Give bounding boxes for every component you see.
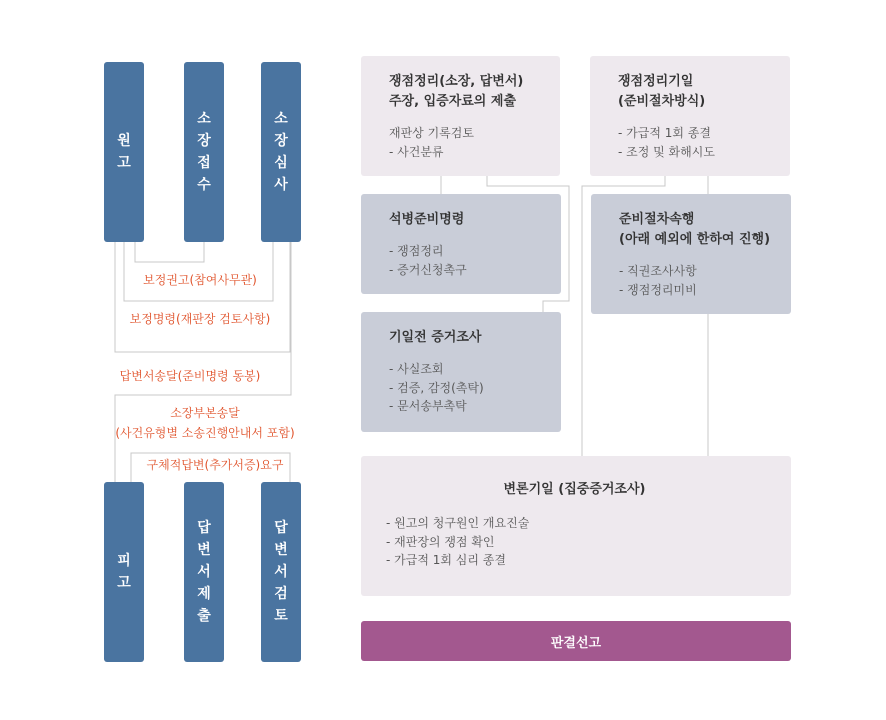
list-item: - 검증, 감정(촉탁) <box>389 380 484 395</box>
list-item: - 사실조회 <box>389 362 444 376</box>
box-issue-sorting-title-2: 주장, 입증자료의 제출 <box>389 94 517 109</box>
list-item: - 쟁점정리미비 <box>619 282 697 297</box>
box-issue-sorting-date <box>590 56 790 176</box>
box-issue-sorting-date-title-1: 쟁점정리기일 <box>618 74 694 89</box>
box-pre-hearing-evidence-title: 기일전 증거조사 <box>389 330 482 345</box>
box-pleading-date <box>361 456 791 596</box>
label-correction-advice: 보정권고(참여사무관) <box>143 273 257 287</box>
list-item: - 증거신청촉구 <box>389 262 467 277</box>
label-complaint-copy-delivery-sub: (사건유형별 소송진행안내서 포함) <box>115 426 295 440</box>
list-item: - 재판장의 쟁점 확인 <box>386 534 495 549</box>
label-answer-delivery: 답변서송달(준비명령 동봉) <box>119 369 261 383</box>
list-item: - 사건분류 <box>389 144 444 159</box>
column-complaint-receipt <box>184 62 224 242</box>
box-pleading-date-title: 변론기일 (집중증거조사) <box>503 482 646 497</box>
box-preparation-continued <box>591 194 791 314</box>
column-defendant <box>104 482 144 662</box>
label-complaint-copy-delivery: 소장부본송달 <box>170 406 240 420</box>
column-answer-submit <box>184 482 224 662</box>
box-preparation-continued-title-1: 준비절차속행 <box>619 212 695 227</box>
column-plaintiff <box>104 62 144 242</box>
list-item: - 직권조사사항 <box>619 264 697 278</box>
box-issue-sorting-date-title-2: (준비절차방식) <box>618 94 706 109</box>
label-specific-answer-request: 구체적답변(추가서증)요구 <box>146 458 284 472</box>
column-plaintiff-label: 원고 <box>117 133 131 171</box>
column-defendant-label: 피고 <box>117 553 131 591</box>
verdict-bar <box>361 621 791 661</box>
list-item: - 쟁점정리 <box>389 244 444 258</box>
box-written-preparation-order <box>361 194 561 294</box>
box-written-preparation-order-title: 석병준비명령 <box>389 212 465 227</box>
box-issue-sorting-title-1: 쟁점정리(소장, 답변서) <box>389 74 524 89</box>
column-answer-review <box>261 482 301 662</box>
column-complaint-review <box>261 62 301 242</box>
list-item: - 문서송부촉탁 <box>389 399 467 413</box>
box-preparation-continued-title-2: (아래 예외에 한하여 진행) <box>619 232 771 247</box>
column-answer-review-label: 답변서검토 <box>274 520 288 624</box>
box-pre-hearing-evidence <box>361 312 561 432</box>
connector-advice <box>135 242 204 262</box>
connector-answer-delivery <box>115 242 290 352</box>
box-issue-sorting <box>361 56 560 176</box>
column-answer-submit-label: 답변서제출 <box>197 520 211 624</box>
column-complaint-receipt-label: 소장접수 <box>197 111 211 193</box>
label-correction-order: 보정명령(재판장 검토사항) <box>129 312 271 326</box>
list-item: - 가급적 1회 종결 <box>618 126 711 140</box>
verdict-label: 판결선고 <box>550 635 602 651</box>
list-item: - 원고의 청구원인 개요진술 <box>386 516 530 530</box>
column-complaint-review-label: 소장심사 <box>274 111 288 193</box>
list-item: - 가급적 1회 심리 종결 <box>386 553 506 567</box>
list-item: 재판상 기록검토 <box>389 126 474 140</box>
list-item: - 조정 및 화해시도 <box>618 144 715 159</box>
